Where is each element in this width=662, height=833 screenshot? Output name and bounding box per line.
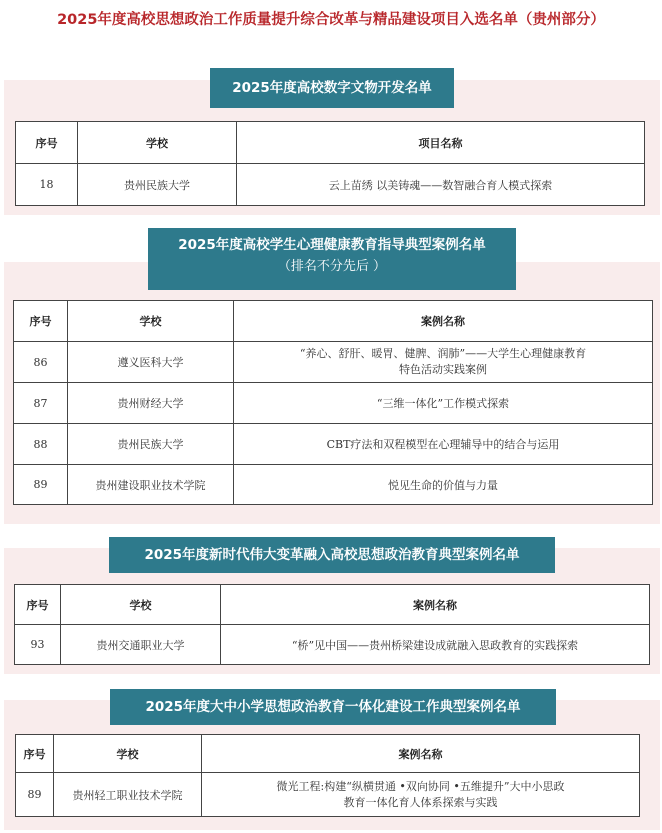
cell-no: 86 (14, 342, 68, 383)
header-project: 项目名称 (237, 122, 645, 164)
header-no: 序号 (14, 301, 68, 342)
header-no: 序号 (16, 735, 54, 773)
cell-name: “桥”见中国——贵州桥梁建设成就融入思政教育的实践探索 (221, 625, 650, 665)
cell-no: 89 (14, 465, 68, 505)
cell-name: 云上苗绣 以美铸魂——数智融合育人模式探索 (237, 164, 645, 206)
table-mental-health (13, 300, 653, 505)
table-row (15, 625, 650, 665)
cell-no: 88 (14, 424, 68, 465)
table-row (14, 342, 653, 383)
cell-school: 贵州建设职业技术学院 (68, 465, 234, 505)
header-school: 学校 (61, 585, 221, 625)
page-title: 2025年度高校思想政治工作质量提升综合改革与精品建设项目入选名单（贵州部分） (57, 12, 605, 28)
cell-no: 18 (16, 164, 78, 206)
cell-name-line2: 教育一体化育人体系探索与实践 (343, 795, 498, 809)
section-subtitle: （排名不分先后 ） (277, 259, 387, 274)
cell-name (234, 342, 653, 383)
table-digital-relics (15, 121, 645, 206)
section-title-mental-health (148, 228, 516, 290)
cell-school: 贵州民族大学 (78, 164, 237, 206)
cell-school: 贵州交通职业大学 (61, 625, 221, 665)
header-school: 学校 (78, 122, 237, 164)
table-row (14, 465, 653, 505)
header-case: 案例名称 (221, 585, 650, 625)
section-title-digital-relics: 2025年度高校数字文物开发名单 (210, 68, 454, 108)
cell-school: 贵州财经大学 (68, 383, 234, 424)
table-row (16, 773, 640, 817)
header-school: 学校 (68, 301, 234, 342)
table-row (14, 424, 653, 465)
section-title-text: 2025年度高校学生心理健康教育指导典型案例名单 (178, 237, 486, 253)
table-row (16, 164, 645, 206)
cell-school: 贵州民族大学 (68, 424, 234, 465)
header-no: 序号 (15, 585, 61, 625)
table-great-change (14, 584, 650, 665)
cell-no: 87 (14, 383, 68, 424)
cell-name: “三维一体化”工作模式探索 (234, 383, 653, 424)
header-school: 学校 (54, 735, 202, 773)
header-no: 序号 (16, 122, 78, 164)
cell-name-line1: 微光工程:构建“纵横贯通 •双向协同 •五维提升”大中小思政 (276, 779, 565, 793)
cell-name (202, 773, 640, 817)
header-case: 案例名称 (234, 301, 653, 342)
section-title-great-change: 2025年度新时代伟大变革融入高校思想政治教育典型案例名单 (109, 537, 555, 573)
table-integration (15, 734, 640, 817)
cell-name-line2: 特色活动实践案例 (399, 363, 487, 376)
cell-no: 93 (15, 625, 61, 665)
cell-school: 贵州轻工职业技术学院 (54, 773, 202, 817)
header-case: 案例名称 (202, 735, 640, 773)
cell-school: 遵义医科大学 (68, 342, 234, 383)
cell-name: CBT疗法和双程模型在心理辅导中的结合与运用 (234, 424, 653, 465)
table-row (14, 383, 653, 424)
section-title-integration: 2025年度大中小学思想政治教育一体化建设工作典型案例名单 (110, 689, 556, 725)
cell-name-line1: “养心、舒肝、暖胃、健脾、润肺”——大学生心理健康教育 (299, 347, 587, 360)
cell-name: 悦见生命的价值与力量 (234, 465, 653, 505)
cell-no: 89 (16, 773, 54, 817)
